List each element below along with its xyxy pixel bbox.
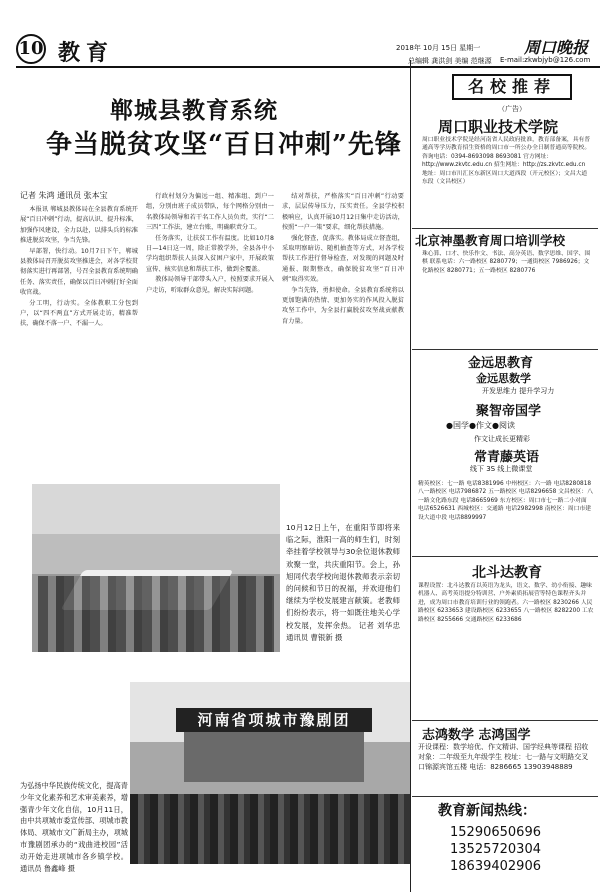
paragraph: 教体局领导干部带头入户，按照要求开展入户走访，听取群众意见，解决实际问题。 [146,276,274,294]
beidou-name: 北斗达教育 [472,565,542,581]
newspaper-logo: 周口晚报 [524,38,589,57]
school2-name: 北京神墨教育周口培训学校 [415,233,566,248]
school1-details: 周口职业技术学院是经河南省人民政府批准，教育部备案，具有普通高等学历教育招生资格的周口市一所公办全日制普通高等院校。咨询电话：0394-8693098 8693081 官方网址：http://www.zkvtc.edu.cn 招生网址：http://zs.zkvtc.edu.cn 地址：周口市川汇区东新区周口大道西段（开元校区）；文昌大道东段（文昌校区） [422,137,591,186]
juxian-slogan: 作文让成长更精彩 [474,435,530,443]
hotline-number: 18639402906 [450,859,541,874]
juxian-name: 聚智帝国学 [476,404,542,419]
photo-crowd [130,794,410,864]
article-column-1 [20,205,138,475]
beidou-details: 课程设置：北斗达教育以英语为龙头，语文、数学、幼小衔接、趣味机器人、高考英语提分特训营、户外素质拓展营等特色课程齐头并进，成为周口市教育培训行业的领跑者。六一路校区 8230266 人民路校区 6233653 建设路校区 6233655 八一路校区 8282200 工农路校区 8255666 交通路校区 6233686 [418,583,594,623]
zhiyuan-details: 开设课程：数学培优、作文精讲、国学经典等课程 招收对象：二年级至九年级学生 校址：七一路与文明路交叉口锦源宾馆五楼 电话：8286665 13903948889 [418,743,589,771]
photo2-caption: 为弘扬中华民族传统文化，提高青少年文化素养和艺术审美素养，增强青少年文化自信，10月11日，由中共项城市委宣传部、项城市教体局、项城市文广新局主办，项城市豫剧团承办的“戏曲进校园”活动开始走进项城市各乡镇学校。 通讯员 鲁鑫峰 摄 [20,781,128,873]
editor-email: E-mail:zkwbjyb@126.com [500,56,591,64]
divider [412,228,598,229]
paragraph: 争当先锋，勇担使命。全县教育系统将以更加饱满的热情、更加务实的作风投入脱贫攻坚工作中，为全县打赢脱贫攻坚战贡献教育力量。 [282,286,404,325]
section-title: 教育 [58,40,115,66]
paragraph: 结对帮扶，严格落实“百日冲刺”行动要求，层层传导压力，压实责任。全县学校积极响应，认真开展10月12日集中走访活动，按照“一户一策”要求，细化帮扶措施。 [282,193,404,232]
photo-opera-troupe [130,682,410,864]
juxian-subjects: ●国学●作文●阅读 [446,421,515,430]
hotline-numbers [450,824,541,875]
photo1-caption: 10月12日上午，在重阳节即将来临之际，淮阳一高的师生们，时刻牵挂着学校领导与30余位退休教师欢聚一堂，共庆重阳节。会上，孙旭同代表学校向退休教师表示亲切的问候和节日的祝福，并欢迎他们继续为学校发展建言献策。老教师们纷纷表示，将一如既往地关心学校发展，发挥余热。 记者 刘华忠 通讯员 曹银新 摄 [286,523,400,642]
headline-line2: 争当脱贫攻坚“百日冲刺”先锋 [46,130,402,160]
changqing-name: 常青藤英语 [474,450,540,465]
news-hotline-title: 教育新闻热线： [438,803,536,819]
zhiyuan-name: 志鸿数学 志鸿国学 [422,728,531,743]
photo-retired-teachers-meeting [32,484,280,652]
photo-people [38,576,274,652]
paragraph: 任务落实，让扶贫工作有温度。比如10月8日—14日这一周，除正常教学外，全县各中小学均组织帮扶人员深入贫困户家中，开展政策宣传、核实信息和帮扶工作，做到全覆盖。 [146,234,274,273]
paragraph: 行政村划分为偏远一组、精准组、到户一组，分别由班子成员带队，每个网格分别由一名教体局领导和若干名工作人员负责，实行“二三四”工作法，建立台账，明确职责分工。 [146,193,274,232]
photo-ceiling [32,484,280,534]
jinyuan-subtitle: 金远思数学 [476,372,531,385]
school2-details: 珠心算、口才、快乐作文、书法、高分英语、数学思维、国学、围棋 联系电话：六一路校区 8280779；一通街校区 7986926；文化路校区 8280771；五一路校区 8280776 [422,251,591,274]
campus-list: 精英校区：七一路 电话8381996 中州校区：六一路 电话8280818 八一路校区 电话7986872 五一路校区 电话8296658 文昌校区：八一路文化路东段 电话8665969 东方校区：周口市七一路二小对面 电话6526631 西城校区：交通路 电话2982998 南校区：周口市建设大道中段 电话8899997 [418,481,593,521]
divider [412,796,598,797]
paragraph: 强化督查，促落实。教体局成立督查组，采取明察暗访、随机抽查等方式，对各学校帮扶工作进行督导检查，对发现的问题及时通报、限期整改，确保脱贫攻坚“百日冲刺”取得实效。 [282,234,404,284]
editor-line: 总编辑 龚洪剑 美编 范继源 [408,57,492,65]
photo-wall [32,534,280,574]
hotline-number: 15290650696 [450,825,541,840]
ad-label: （广告） [498,105,526,113]
ad-section-title: 名校推荐 [452,74,572,100]
article-column-2 [146,192,274,475]
divider [412,720,598,721]
headline-line1: 郸城县教育系统 [110,97,278,124]
jinyuan-name: 金远思教育 [468,356,534,371]
divider [412,349,598,350]
paragraph: 本报讯 郸城县教体局在全县教育系统开展“百日冲刺”行动，提高认识、提升标准，加强作风建设，全力以赴，以排头兵的标准推进脱贫攻坚，争当先锋。 [20,206,138,245]
paragraph: 分工明，行动实。全体教职工分包到户，以“四不两直”方式开展走访，精准帮扶，确保不落一户、不漏一人。 [20,299,138,328]
divider [412,556,598,557]
hotline-number: 13525720304 [450,842,541,857]
paragraph: 早部署，快行动。10月7日下午，郸城县教体局召开脱贫攻坚推进会，对各学校贯彻落实进行再部署，号召全县教育系统明确任务、落实责任，确保以百日冲刺打好全面收官战。 [20,247,138,297]
page-number-badge: 10 [16,34,46,64]
changqing-slogan: 线下 3S 线上微课堂 [470,465,533,473]
school1-name: 周口职业技术学院 [438,118,559,136]
article-byline: 记者 朱鸿 通讯员 张本宝 [20,191,108,200]
photo-stage [184,732,364,782]
opera-banner: 河南省项城市豫剧团 [176,708,372,732]
article-column-3 [282,192,404,475]
jinyuan-slogan: 开发思维力 提升学习力 [482,387,555,395]
issue-date: 2018年 10月 15日 星期一 [396,44,481,52]
